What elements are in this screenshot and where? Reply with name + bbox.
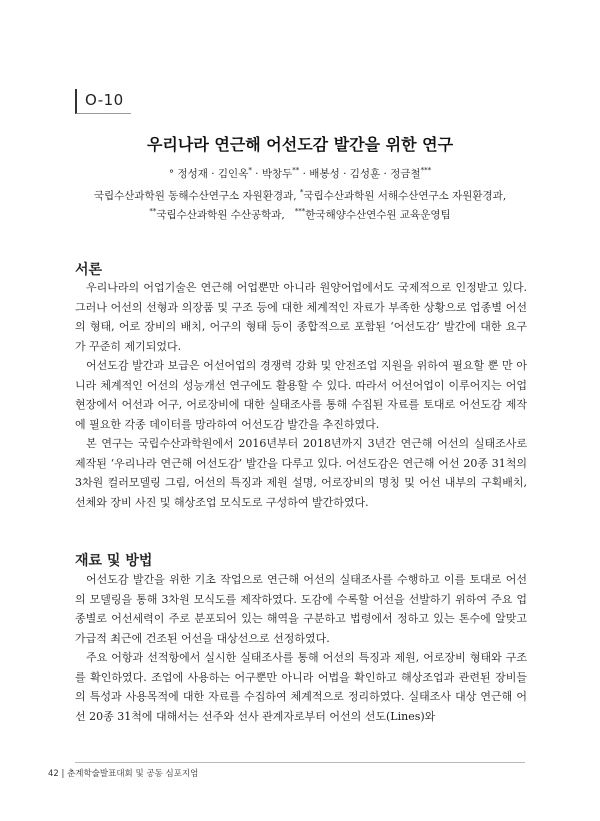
- affiliation-line-1: 국립수산과학원 동해수산연구소 자원환경과, *국립수산과학원 서해수산연구소 자원환경과,: [93, 188, 507, 202]
- page-footer: 42 | 춘계학술발표대회 및 공동 심포지엄: [48, 769, 199, 779]
- footer-divider: [75, 762, 525, 763]
- affiliation-line-2: **국립수산과학원 수산공학과, ***한국해양수산연수원 교육운영팀: [149, 207, 451, 221]
- author-list: ° 정성재 · 김인옥* · 박창두** · 배봉성 · 김성훈 · 정금철***: [168, 166, 432, 180]
- methods-paragraph-1: [75, 570, 527, 648]
- intro-paragraph-1-text: 우리나라의 어업기술은 연근해 어업뿐만 아니라 원양어업에서도 국제적으로 인정받고 있다. 그러나 어선의 선형과 의장품 및 구조 등에 대한 체계적인 자료가 부족한 상황으로 업종별 어선의 형태, 어로 장비의 배치, 어구의 형태 등이 종합적으로 포함된 ‘어선도감’ 발간에 대한 요구가 꾸준히 제기되었다.: [75, 281, 527, 353]
- intro-paragraph-3-text: 본 연구는 국립수산과학원에서 2016년부터 2018년까지 3년간 연근해 어선의 실태조사로 제작된 ‘우리나라 연근해 어선도감’ 발간을 다루고 있다. 어선도감은 연근해 어선 20종 31척의 3차원 컬러모델링 그림, 어선의 특징과 제원 설명, 어로장비의 명칭 및 어선 내부의 구획배치, 선체와 장비 사진 및 해상조업 모식도로 구성하여 발간하였다.: [75, 437, 527, 509]
- methods-paragraph-2: [75, 648, 527, 726]
- abstract-code: O-10: [85, 91, 124, 109]
- methods-paragraph-1-text: 어선도감 발간을 위한 기초 작업으로 연근해 어선의 실태조사를 수행하고 이를 토대로 어선의 모델링을 통해 3차원 모식도를 제작하였다. 도감에 수록할 어선을 선발하기 위하여 주요 업종별로 어선세력이 주로 분포되어 있는 해역을 구분하고 법령에서 정하고 있는 톤수에 알맞고 가급적 최근에 건조된 어선을 대상선으로 선정하였다.: [75, 573, 527, 645]
- intro-paragraph-1: [75, 278, 527, 356]
- intro-paragraph-2: [75, 356, 527, 434]
- methods-paragraph-2-text: 주요 어항과 선적항에서 실시한 실태조사를 통해 어선의 특징과 제원, 어로장비 형태와 구조를 확인하였다. 조업에 사용하는 어구뿐만 아니라 어법을 확인하고 해상조업과 관련된 장비들의 특성과 사용목적에 대한 자료를 수집하여 체계적으로 정리하였다. 실태조사 대상 연근해 어선 20종 31척에 대해서는 선주와 선사 관계자로부터 어선의 선도(Lines)와: [75, 651, 527, 723]
- intro-paragraph-3: [75, 434, 527, 512]
- section-heading-methods: 재료 및 방법: [75, 553, 153, 569]
- abstract-code-box: [75, 89, 131, 114]
- intro-paragraph-2-text: 어선도감 발간과 보급은 어선어업의 경쟁력 강화 및 안전조업 지원을 위하여 필요할 뿐 만 아니라 체계적인 어선의 성능개선 연구에도 활용할 수 있다. 따라서 어선어업이 이루어지는 어업현장에서 어선과 어구, 어로장비에 대한 실태조사를 통해 수집된 자료를 토대로 어선도감 제작에 필요한 각종 데이터를 망라하여 어선도감 발간을 추진하였다.: [75, 359, 527, 431]
- paper-title: 우리나라 연근해 어선도감 발간을 위한 연구: [146, 135, 454, 154]
- section-heading-intro: 서론: [75, 262, 103, 278]
